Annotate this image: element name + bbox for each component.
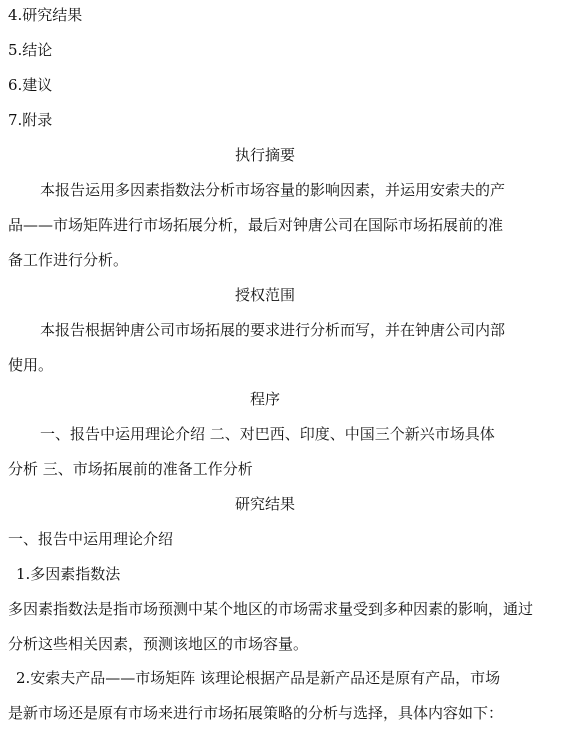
- toc-item-7: 7.附录: [8, 111, 53, 129]
- results-title: 研究结果: [234, 495, 295, 513]
- executive-summary-text-line: 品——市场矩阵进行市场拓展分析，最后对钟唐公司在国际市场拓展前的准: [8, 216, 504, 234]
- procedure-title: 程序: [249, 390, 280, 408]
- executive-summary-text-line: 本报告运用多因素指数法分析市场容量的影响因素，并运用安索夫的产: [40, 181, 506, 199]
- toc-item-5: 5.结论: [8, 41, 53, 59]
- scope-title: 授权范围: [234, 286, 295, 304]
- executive-summary-title: 执行摘要: [234, 146, 295, 164]
- scope-text-line: 使用。: [8, 356, 54, 374]
- toc-item-6: 6.建议: [8, 76, 53, 94]
- results-subsection-heading: 1.多因素指数法: [16, 565, 121, 583]
- scope-text-line: 本报告根据钟唐公司市场拓展的要求进行分析而写，并在钟唐公司内部: [40, 321, 506, 339]
- results-text-line: 2.安索夫产品——市场矩阵 该理论根据产品是新产品还是原有产品，市场: [16, 669, 501, 687]
- procedure-text-line: 一、报告中运用理论介绍 二、对巴西、印度、中国三个新兴市场具体: [40, 425, 495, 443]
- procedure-text-line: 分析 三、市场拓展前的准备工作分析: [8, 460, 253, 478]
- results-text-line: 是新市场还是原有市场来进行市场拓展策略的分析与选择，具体内容如下：: [8, 704, 504, 722]
- results-section-heading: 一、报告中运用理论介绍: [8, 530, 174, 548]
- results-text-line: 多因素指数法是指市场预测中某个地区的市场需求量受到多种因素的影响，通过: [8, 600, 534, 618]
- results-text-line: 分析这些相关因素，预测该地区的市场容量。: [8, 635, 309, 653]
- executive-summary-text-line: 备工作进行分析。: [8, 251, 129, 269]
- toc-item-4: 4.研究结果: [8, 6, 83, 24]
